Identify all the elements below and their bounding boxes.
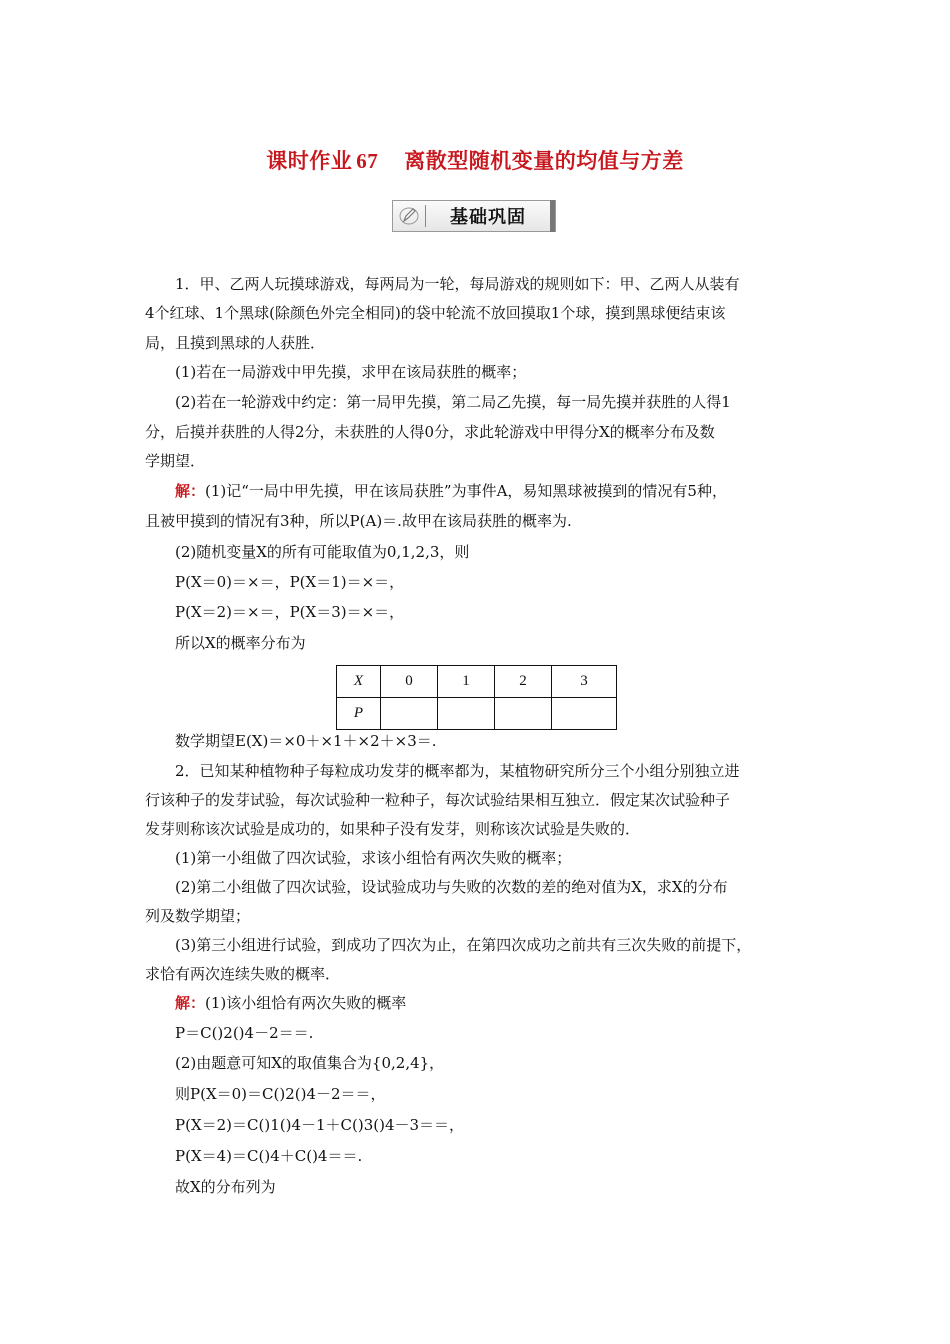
sol2-text-1: (1)该小组恰有两次失败的概率	[205, 994, 407, 1012]
q2-line-2: 行该种子的发芽试验，每次试验种一粒种子，每次试验结果相互独立．假定某次试验种子	[145, 791, 731, 809]
q2-part-2-line-2: 列及数学期望；	[145, 907, 251, 925]
sol2-line-7: 故X的分布列为	[175, 1178, 276, 1196]
sol1-line-2: 且被甲摸到的情况有3种，所以P(A)＝.故甲在该局获胜的概率为.	[145, 512, 572, 530]
table-cell: X	[337, 666, 381, 698]
sol2-line-2: P＝C()2()4－2＝＝.	[175, 1024, 314, 1042]
section-badge	[392, 200, 556, 232]
sol2-line-4: 则P(X＝0)＝C()2()4－2＝＝，	[175, 1085, 386, 1103]
distribution-table	[336, 665, 617, 730]
pencil-icon	[393, 201, 425, 231]
sol1-line-1	[175, 481, 727, 501]
title-number: 67	[356, 149, 379, 173]
title-main: 离散型随机变量的均值与方差	[404, 148, 684, 173]
sol2-line-6: P(X＝4)＝C()4＋C()4＝＝.	[175, 1147, 363, 1165]
sol1-expectation: 数学期望E(X)＝×0＋×1＋×2＋×3＝.	[175, 732, 437, 750]
solution-label: 解：	[175, 994, 206, 1012]
q1-line-3: 局，且摸到黑球的人获胜．	[145, 334, 326, 352]
q2-part-1: (1)第一小组做了四次试验，求该小组恰有两次失败的概率；	[175, 849, 572, 867]
table-cell	[552, 698, 617, 730]
sol1-line-5: P(X＝2)＝×＝，P(X＝3)＝×＝，	[175, 603, 405, 621]
table-cell: 0	[381, 666, 438, 698]
sol1-text-1: (1)记“一局中甲先摸，甲在该局获胜”为事件A，易知黑球被摸到的情况有5种，	[205, 482, 727, 500]
section-badge-label: 基础巩固	[450, 207, 526, 228]
page-title	[0, 145, 950, 175]
q1-part-2-line-2: 分，后摸并获胜的人得2分，未获胜的人得0分，求此轮游戏中甲得分X的概率分布及数	[145, 423, 715, 441]
q1-part-1: (1)若在一局游戏中甲先摸，求甲在该局获胜的概率；	[175, 363, 527, 381]
q1-part-2-line-3: 学期望．	[145, 452, 206, 470]
table-cell: 2	[495, 666, 552, 698]
q2-part-3-line-1: (3)第三小组进行试验，到成功了四次为止，在第四次成功之前共有三次失败的前提下，	[175, 936, 752, 954]
table-cell	[495, 698, 552, 730]
badge-edge	[550, 200, 555, 232]
q2-line-3: 发芽则称该次试验是成功的，如果种子没有发芽，则称该次试验是失败的．	[145, 820, 641, 838]
sol1-line-4: P(X＝0)＝×＝，P(X＝1)＝×＝，	[175, 573, 405, 591]
sol1-line-6: 所以X的概率分布为	[175, 634, 306, 652]
q2-line-1: 2．已知某种植物种子每粒成功发芽的概率都为，某植物研究所分三个小组分别独立进	[175, 762, 740, 780]
table-cell: 1	[438, 666, 495, 698]
sol2-line-3: (2)由题意可知X的取值集合为{0,2,4}，	[175, 1054, 445, 1072]
q1-line-2: 4个红球、1个黑球(除颜色外完全相同)的袋中轮流不放回摸取1个球，摸到黑球便结束该	[145, 304, 726, 322]
table-cell: P	[337, 698, 381, 730]
sol2-line-1	[175, 993, 406, 1013]
q2-part-3-line-2: 求恰有两次连续失败的概率．	[145, 965, 341, 983]
q2-part-2-line-1: (2)第二小组做了四次试验，设试验成功与失败的次数的差的绝对值为X，求X的分布	[175, 878, 728, 896]
table-cell	[381, 698, 438, 730]
title-prefix: 课时作业	[266, 148, 353, 173]
solution-label: 解：	[175, 482, 206, 500]
table-cell: 3	[552, 666, 617, 698]
sol1-line-3: (2)随机变量X的所有可能取值为0,1,2,3，则	[175, 543, 470, 561]
sol2-line-5: P(X＝2)＝C()1()4－1＋C()3()4－3＝＝，	[175, 1116, 465, 1134]
q1-part-2-line-1: (2)若在一轮游戏中约定：第一局甲先摸，第二局乙先摸，每一局先摸并获胜的人得1	[175, 393, 731, 411]
table-cell	[438, 698, 495, 730]
table-row	[337, 666, 617, 698]
table-row	[337, 698, 617, 730]
q1-line-1: 1．甲、乙两人玩摸球游戏，每两局为一轮，每局游戏的规则如下：甲、乙两人从装有	[175, 275, 740, 293]
